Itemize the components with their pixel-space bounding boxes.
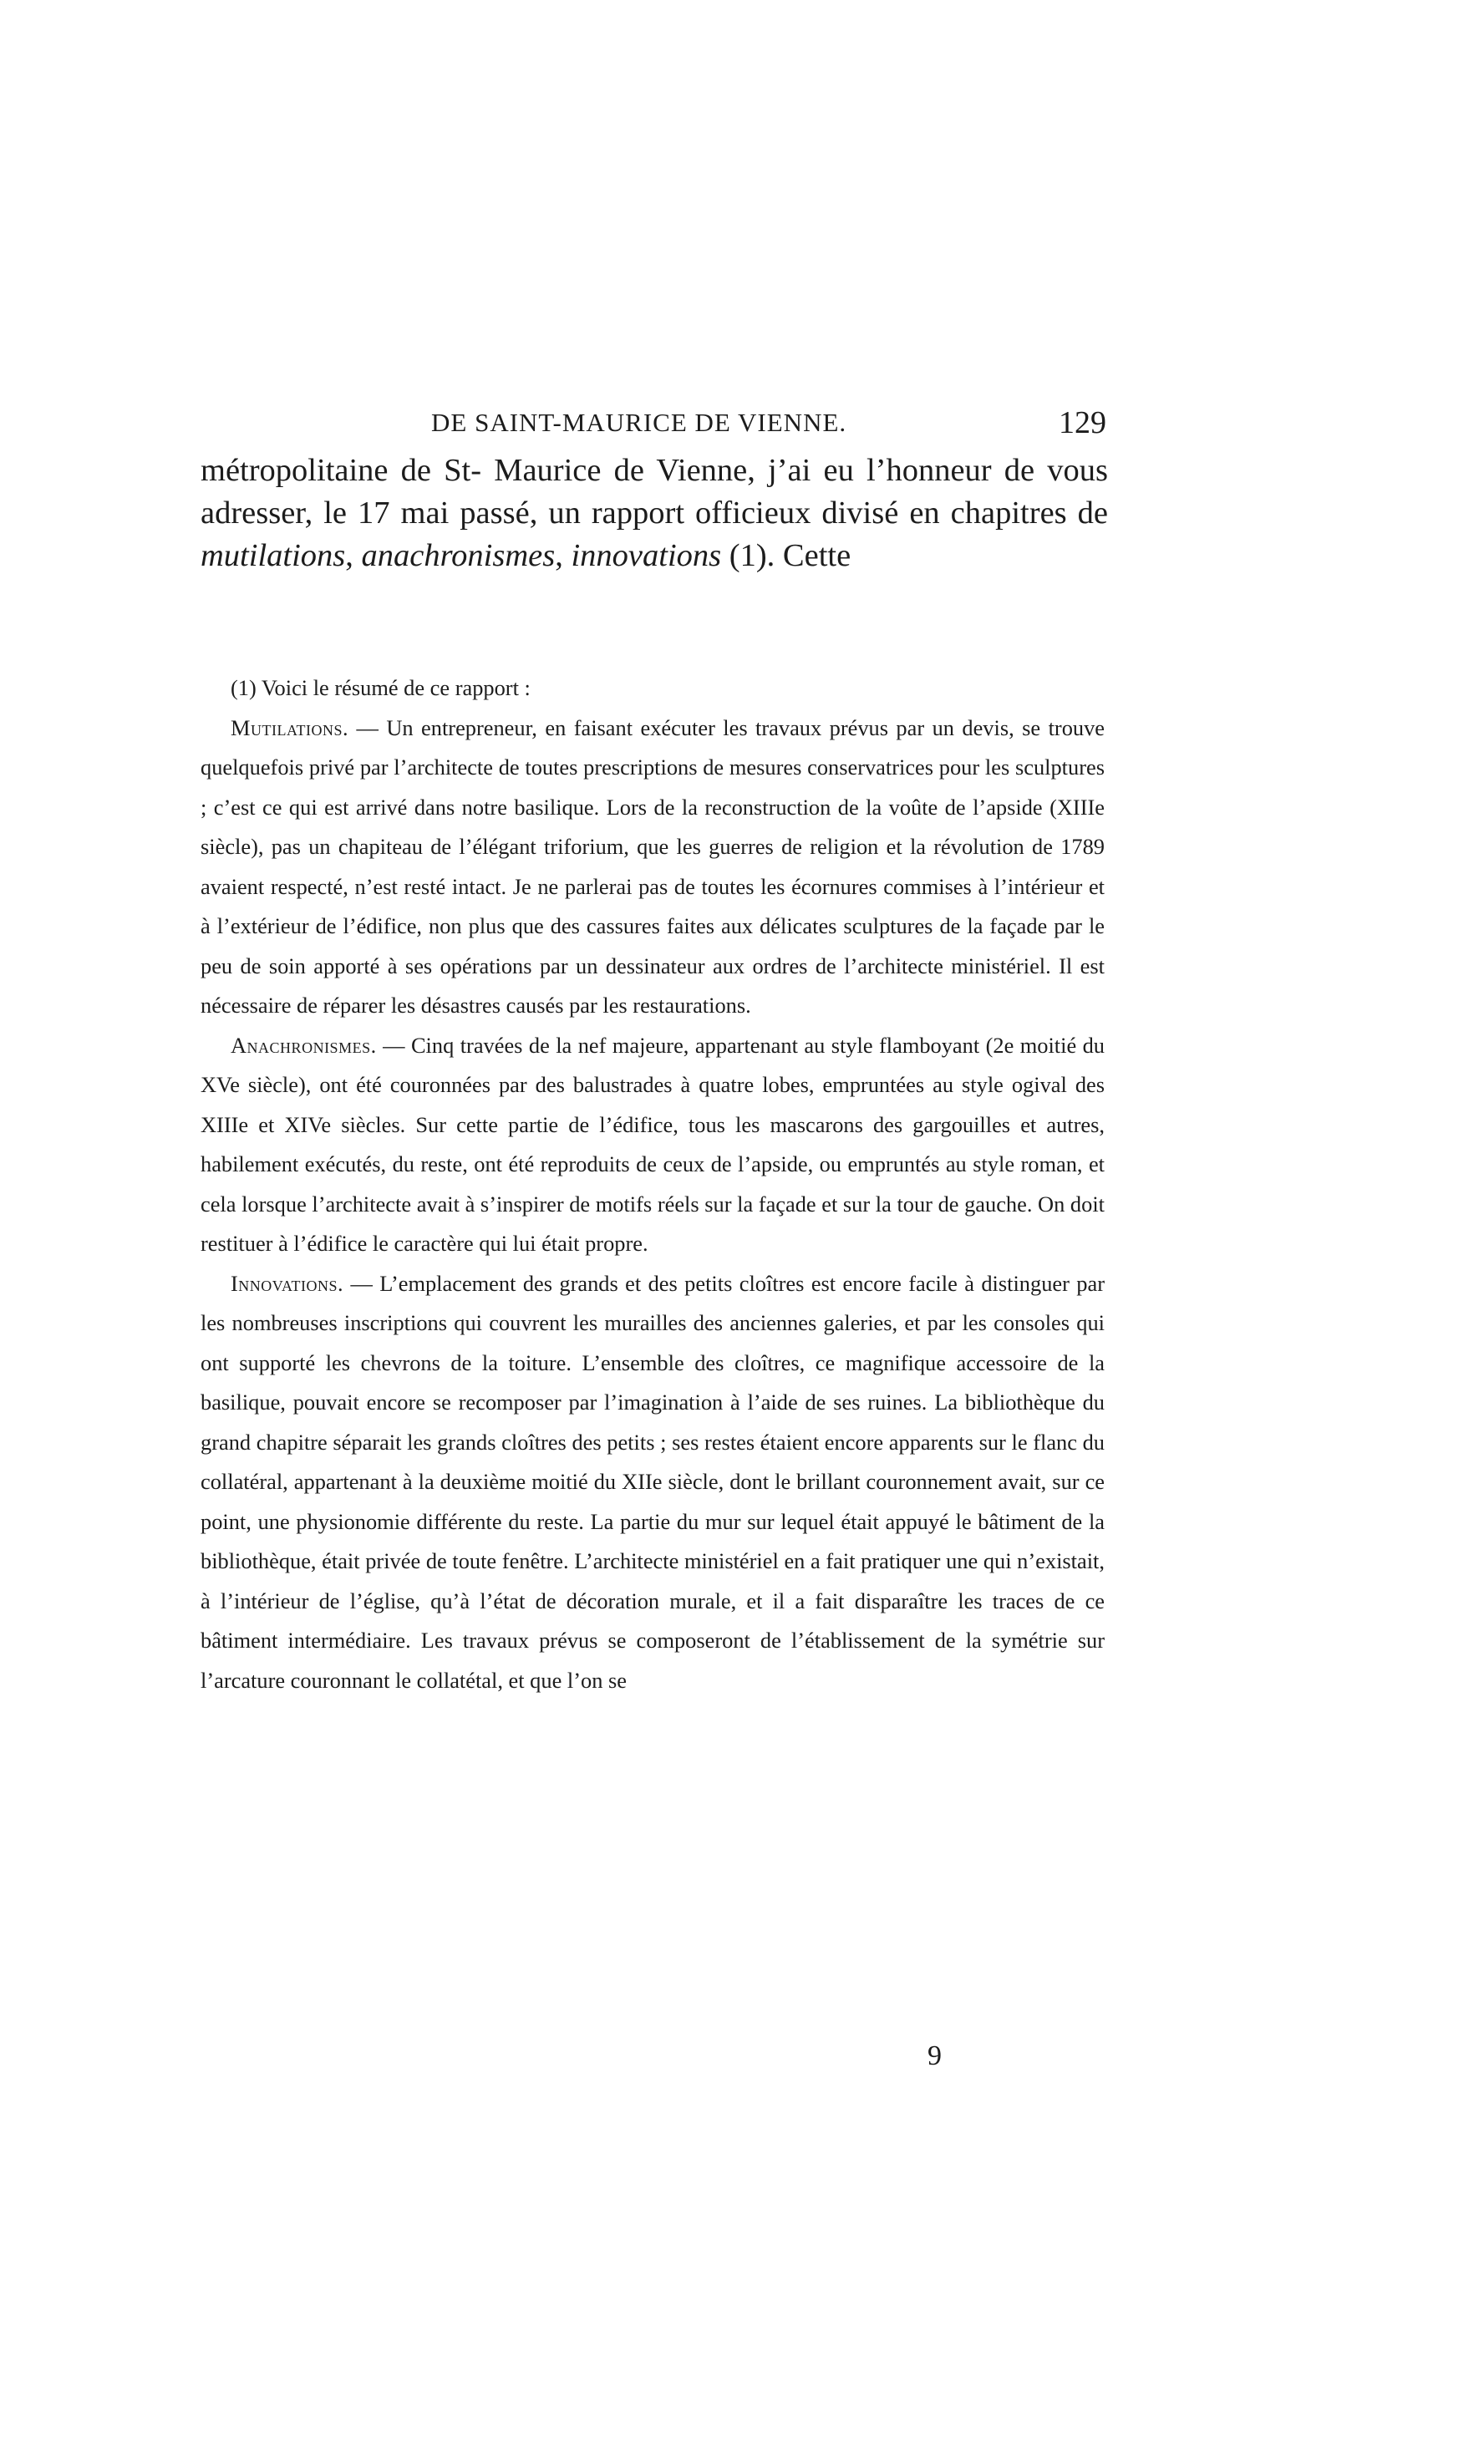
section-text: — L’emplacement des grands et des petits cloîtres est encore facile à distinguer par les nombreuses inscriptions qui couvrent les murailles des anciennes galeries, et par les consoles qui ont supporté les chevrons de la toiture. L’ensemble des cloîtres, ce magnifique accessoire de la basilique, pouvait encore se recomposer par l’imagination à l’aide de ses ruines. La bibliothèque du grand chapitre séparait les grands cloîtres des petits ; ses restes étaient encore apparents sur le flanc du collatéral, appartenant à la deuxième moitié du XIIe siècle, dont le brillant couronnement avait, sur ce point, une physionomie différente du reste. La partie du mur sur lequel était appuyé le bâtiment de la bibliothèque, était privée de toute fenêtre. L’architecte ministériel en a fait pratiquer une qui n’existait, à l’intérieur de l’église, qu’à l’état de décoration murale, et il a fait disparaître les traces de ce bâtiment intermédiaire. Les travaux prévus se composeront de l’établissement de la symétrie sur l’arcature couronnant le collatétal, et que l’on se	[201, 1270, 1105, 1693]
term-anachronismes: anachronismes	[361, 538, 556, 573]
footnote-intro: (1) Voici le résumé de ce rapport :	[231, 675, 531, 700]
term-mutilations: mutilations	[201, 538, 346, 573]
main-paragraph	[201, 450, 1108, 577]
section-text: — Cinq travées de la nef majeure, appartenant au style flamboyant (2e moitié du XVe siècle), ont été couronnées par des balustrades à quatre lobes, empruntées au style ogival des XIIIe et XIVe siècles. Sur cette partie de l’édifice, tous les mascarons des gargouilles et autres, habilement exécutés, du reste, ont été reproduits de ceux de l’apside, ou empruntés au style roman, et cela lorsque l’architecte avait à s’inspirer de motifs réels sur la façade et sur la tour de gauche. On doit restituer à l’édifice le caractère qui lui était propre.	[201, 1032, 1105, 1256]
page-number: 129	[1059, 405, 1106, 440]
footnote	[201, 668, 1105, 1700]
separator: ,	[555, 538, 572, 573]
section-text: — Un entrepreneur, en faisant exécuter les travaux prévus par un devis, se trouve quelquefois privé par l’architecte de toutes prescriptions de mesures conservatrices pour les sculptures ; c’est ce qui est arrivé dans notre basilique. Lors de la reconstruction de la voûte de l’apside (XIIIe siècle), pas un chapiteau de l’élégant triforium, que les guerres de religion et la révolution de 1789 avaient respecté, n’est resté intact. Je ne parlerai pas de toutes les écornures commises à l’intérieur et à l’extérieur de l’édifice, non plus que des cassures faites aux délicates sculptures de la façade par le peu de soin apporté à ses opérations par un dessinateur aux ordres de l’architecte ministériel. Il est nécessaire de réparer les désastres causés par les restaurations.	[201, 714, 1105, 1018]
footnote-innovations	[201, 1264, 1105, 1701]
signature-mark: 9	[928, 2040, 942, 2071]
separator: ,	[345, 538, 362, 573]
running-title: DE SAINT-MAURICE DE VIENNE.	[431, 408, 847, 437]
section-heading: Innovations.	[231, 1270, 344, 1296]
footnote-mutilations	[201, 709, 1105, 1026]
running-head	[201, 405, 1106, 446]
section-heading: Anachronismes.	[231, 1032, 377, 1058]
main-text-start: métropolitaine de St- Maurice de Vienne, j’ai eu l’honneur de vous adresser, le 17 mai passé, un rapport officieux divisé en chapitres de	[201, 453, 1108, 531]
main-text	[201, 450, 1108, 577]
main-text-end: (1). Cette	[721, 538, 851, 573]
section-heading: Mutilations.	[231, 714, 349, 740]
footnote-anachronismes	[201, 1026, 1105, 1264]
term-innovations: innovations	[571, 538, 722, 573]
